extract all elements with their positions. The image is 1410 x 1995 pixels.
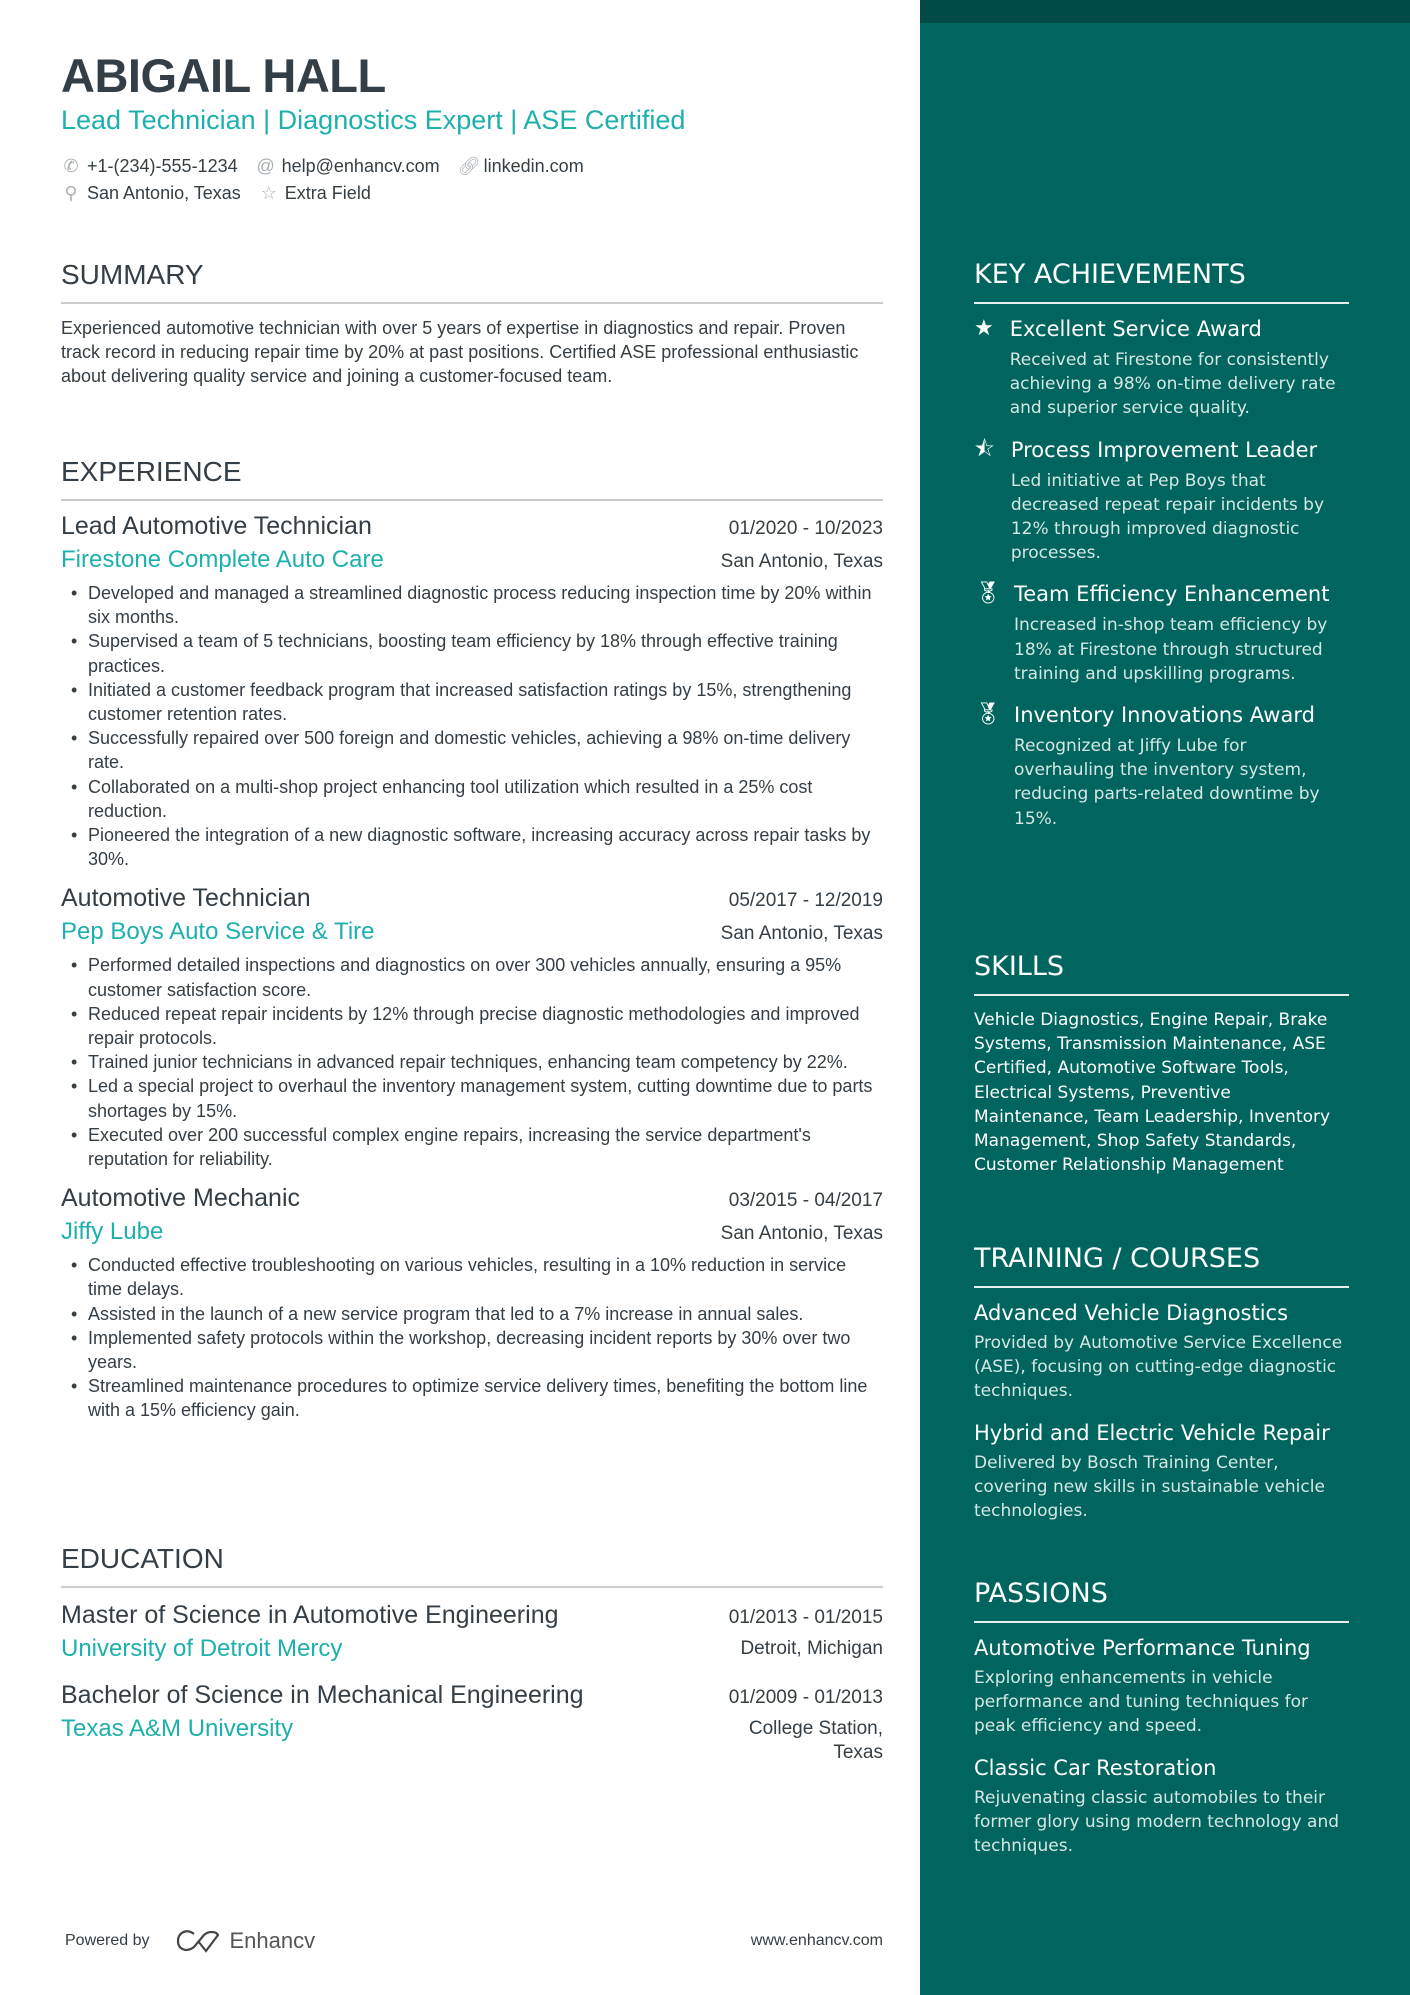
contact-info xyxy=(61,153,883,207)
job-header-row xyxy=(61,881,883,915)
passions-item xyxy=(974,1633,1349,1739)
training-item xyxy=(974,1418,1349,1524)
education-location: Detroit, Michigan xyxy=(740,1638,883,1659)
link-icon: 🔗︎ xyxy=(457,156,481,176)
extra-field: Extra Field xyxy=(284,183,371,203)
bullet-item: • Implemented safety protocols within the workshop, decreasing incident reports by 30% over two years. xyxy=(61,1326,883,1374)
award-icon: 🏅︎ xyxy=(974,702,1002,728)
job-company-row xyxy=(61,543,883,577)
award-icon: 🏅︎ xyxy=(974,581,1002,607)
job-location: San Antonio, Texas xyxy=(720,551,883,572)
achievement-title: Process Improvement Leader xyxy=(1010,437,1318,462)
job-entry xyxy=(61,881,883,1171)
candidate-title: Lead Technician | Diagnostics Expert | ASE Certified xyxy=(61,105,686,135)
footer xyxy=(65,1928,887,1954)
summary-heading: SUMMARY xyxy=(61,258,883,304)
education-dates: 01/2013 - 01/2015 xyxy=(728,1607,883,1628)
company-name: Jiffy Lube xyxy=(61,1218,164,1246)
achievement-desc: Led initiative at Pep Boys that decreased repeat repair incidents by 12% through improved diagnostic processes. xyxy=(1010,470,1325,564)
education-school-row xyxy=(61,1632,883,1666)
achievements-heading: KEY ACHIEVEMENTS xyxy=(974,258,1349,304)
achievement-title: Excellent Service Award xyxy=(1009,317,1262,341)
school-name: Texas A&M University xyxy=(61,1715,294,1742)
achievement-item xyxy=(974,579,1349,686)
star-icon: ★ xyxy=(974,316,994,341)
job-title: Automotive Mechanic xyxy=(61,1184,301,1213)
bullet-item: • Trained junior technicians in advanced repair techniques, enhancing team competency by 22%. xyxy=(61,1050,883,1074)
bullet-item: • Performed detailed inspections and diagnostics on over 300 vehicles annually, ensuring a 95% customer satisfaction score. xyxy=(61,953,883,1001)
phone: +1-(234)-555-1234 xyxy=(87,156,238,176)
experience-section xyxy=(61,455,883,1423)
achievement-content xyxy=(1014,579,1349,686)
skills-heading: SKILLS xyxy=(974,950,1349,996)
bullet-item: • Assisted in the launch of a new service program that led to a 7% increase in annual sales. xyxy=(61,1302,883,1326)
school-name: University of Detroit Mercy xyxy=(61,1635,343,1662)
education-entry xyxy=(61,1598,883,1666)
job-location: San Antonio, Texas xyxy=(720,1223,883,1245)
achievement-desc: Recognized at Jiffy Lube for overhauling the inventory system, reducing parts-related downtime by 15%. xyxy=(1014,736,1320,829)
job-bullets xyxy=(61,953,883,1171)
achievement-desc: Received at Firestone for consistently achieving a 98% on-time delivery rate and superior service quality. xyxy=(1009,350,1336,419)
experience-heading: EXPERIENCE xyxy=(61,455,883,501)
location-pin-icon: ⚲ xyxy=(64,183,78,203)
skills-text: Vehicle Diagnostics, Engine Repair, Brake Systems, Transmission Maintenance, ASE Certified, Automotive Software Tools, Electrical Systems, Preventive Maintenance, Team Leadership, Inventory Management, Shop Safety Standards, Customer Relationship Management xyxy=(974,1010,1331,1176)
education-dates: 01/2009 - 01/2013 xyxy=(728,1687,883,1708)
training-desc: Delivered by Bosch Training Center, covering new skills in sustainable vehicle technologies. xyxy=(974,1452,1325,1522)
company-name: Firestone Complete Auto Care xyxy=(61,546,384,573)
star-outline-icon: ☆ xyxy=(260,183,277,203)
achievement-desc: Increased in-shop team efficiency by 18% at Firestone through structured training and upskilling programs. xyxy=(1014,615,1328,684)
bullet-item: • Executed over 200 successful complex engine repairs, increasing the service department's reputation for reliability. xyxy=(61,1123,883,1171)
degree: Bachelor of Science in Mechanical Engineering xyxy=(61,1681,584,1709)
education-school-row xyxy=(61,1712,883,1765)
passions-desc: Rejuvenating classic automobiles to their former glory using modern technology and techniques. xyxy=(974,1787,1340,1857)
achievement-item xyxy=(974,435,1349,566)
location: San Antonio, Texas xyxy=(87,183,241,203)
job-bullets xyxy=(61,581,883,871)
achievement-content xyxy=(1011,435,1349,566)
job-header-row xyxy=(61,1181,883,1215)
bullet-item: • Successfully repaired over 500 foreign and domestic vehicles, achieving a 98% on-time delivery rate. xyxy=(61,726,883,774)
job-location: San Antonio, Texas xyxy=(720,923,883,945)
achievement-item xyxy=(974,700,1349,831)
achievement-title: Inventory Innovations Award xyxy=(1014,703,1315,728)
sidebar xyxy=(920,0,1410,1995)
job-bullets xyxy=(61,1253,883,1422)
at-icon: @ xyxy=(256,156,275,176)
education-location: College Station, Texas xyxy=(748,1718,883,1763)
sidebar-top-band xyxy=(920,0,1410,23)
passions-desc: Exploring enhancements in vehicle performance and tuning techniques for peak efficiency and speed. xyxy=(974,1668,1308,1737)
summary-text: Experienced automotive technician with over 5 years of expertise in diagnostics and repair. Proven track record in reducing repair time by 20% at past positions. Certified ASE professional enthusiastic about delivering quality service and joining a customer-focused team. xyxy=(61,318,859,387)
phone-icon: ✆ xyxy=(63,156,79,176)
achievements-section xyxy=(974,258,1349,831)
training-title: Hybrid and Electric Vehicle Repair xyxy=(974,1420,1330,1445)
education-entry xyxy=(61,1678,883,1765)
bullet-item: • Initiated a customer feedback program that increased satisfaction ratings by 15%, strengthening customer retention rates. xyxy=(61,678,883,726)
bullet-item: • Led a special project to overhaul the inventory management system, cutting downtime due to parts shortages by 15%. xyxy=(61,1074,883,1122)
degree: Master of Science in Automotive Engineering xyxy=(61,1601,559,1629)
education-heading: EDUCATION xyxy=(61,1542,883,1588)
training-heading: TRAINING / COURSES xyxy=(974,1242,1349,1288)
bullet-item: • Reduced repeat repair incidents by 12% through precise diagnostic methodologies and improved repair protocols. xyxy=(61,1002,883,1050)
enhancv-brand: Enhancv xyxy=(229,1928,316,1953)
achievement-item xyxy=(974,314,1349,421)
training-item xyxy=(974,1298,1349,1404)
passions-title: Automotive Performance Tuning xyxy=(974,1636,1311,1660)
training-desc: Provided by Automotive Service Excellence (ASE), focusing on cutting-edge diagnostic techniques. xyxy=(974,1333,1343,1402)
passions-item xyxy=(974,1753,1349,1859)
bullet-item: • Conducted effective troubleshooting on various vehicles, resulting in a 10% reduction in service time delays. xyxy=(61,1253,883,1301)
achievement-title: Team Efficiency Enhancement xyxy=(1014,582,1330,607)
bullet-item: • Streamlined maintenance procedures to optimize service delivery times, benefiting the bottom line with a 15% efficiency gain. xyxy=(61,1374,883,1422)
bullet-item: • Supervised a team of 5 technicians, boosting team efficiency by 18% through effective training practices. xyxy=(61,629,883,677)
footer-url[interactable]: www.enhancv.com xyxy=(750,1932,883,1949)
achievement-content xyxy=(1014,700,1349,831)
bullet-item: • Pioneered the integration of a new diagnostic software, increasing accuracy across repair tasks by 30%. xyxy=(61,823,883,871)
passions-title: Classic Car Restoration xyxy=(974,1755,1217,1780)
powered-by: Powered by xyxy=(65,1932,150,1949)
bullet-item: • Developed and managed a streamlined diagnostic process reducing inspection time by 20% within six months. xyxy=(61,581,883,629)
job-dates: 01/2020 - 10/2023 xyxy=(728,518,883,539)
job-dates: 03/2015 - 04/2017 xyxy=(728,1190,883,1212)
enhancv-logo-icon xyxy=(176,1929,222,1953)
achievement-content xyxy=(1010,314,1349,421)
education-header-row xyxy=(61,1678,883,1712)
education-section xyxy=(61,1542,883,1765)
job-entry xyxy=(61,509,883,871)
education-header-row xyxy=(61,1598,883,1632)
bullet-item: • Collaborated on a multi-shop project enhancing tool utilization which resulted in a 25% cost reduction. xyxy=(61,775,883,823)
candidate-name: ABIGAIL HALL xyxy=(61,49,386,102)
company-name: Pep Boys Auto Service & Tire xyxy=(61,918,375,946)
job-header-row xyxy=(61,509,883,543)
skills-section xyxy=(974,950,1349,1177)
job-title: Lead Automotive Technician xyxy=(61,512,372,540)
summary-section xyxy=(61,258,883,389)
training-title: Advanced Vehicle Diagnostics xyxy=(974,1301,1289,1325)
job-company-row xyxy=(61,915,883,949)
job-dates: 05/2017 - 12/2019 xyxy=(728,890,883,912)
training-section xyxy=(974,1242,1349,1523)
passions-section xyxy=(974,1577,1349,1858)
job-company-row xyxy=(61,1215,883,1249)
linkedin[interactable]: linkedin.com xyxy=(483,156,584,176)
email[interactable]: help@enhancv.com xyxy=(281,156,440,176)
job-title: Automotive Technician xyxy=(61,884,311,913)
star-half-icon: ⯪ xyxy=(974,436,995,462)
job-entry xyxy=(61,1181,883,1422)
passions-heading: PASSIONS xyxy=(974,1577,1349,1623)
